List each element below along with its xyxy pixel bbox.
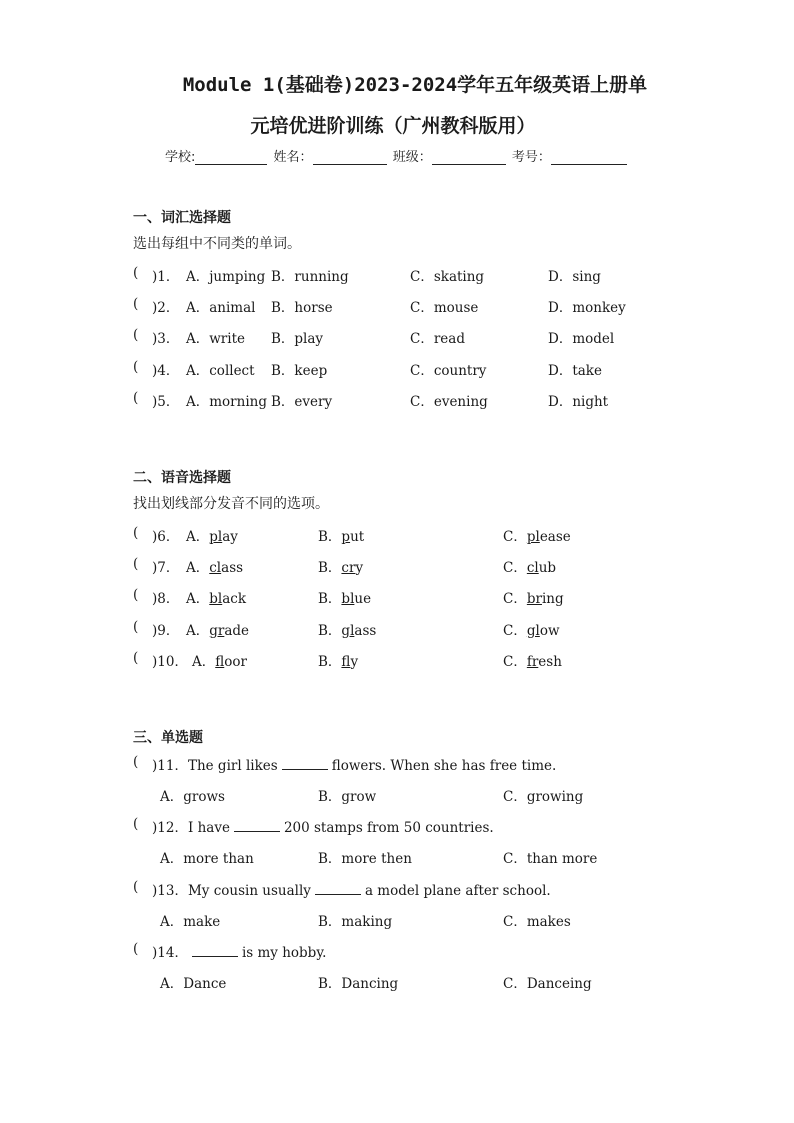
option-c: C．makes [503, 914, 571, 930]
option-c: C．fresh [503, 654, 562, 670]
option-d: D．take [548, 363, 602, 379]
options-row [0, 910, 794, 930]
option-c: C．country [410, 363, 487, 379]
section1-heading: 一、词汇选择题 [133, 210, 231, 226]
question-number: )6． [152, 529, 180, 545]
options-row [0, 785, 794, 805]
answer-paren[interactable]: ( [133, 816, 152, 832]
option-b: B．more then [318, 851, 412, 867]
option-a: A．write [186, 331, 245, 347]
option-b: B．cry [318, 560, 364, 576]
question-row [0, 941, 794, 961]
answer-paren[interactable]: ( [133, 587, 152, 603]
question-row [0, 754, 794, 774]
option-b: B．glass [318, 623, 377, 639]
option-b: B．making [318, 914, 393, 930]
option-a: A．class [186, 560, 244, 576]
question-number: )1． [152, 269, 180, 285]
fill-blank[interactable] [234, 819, 280, 832]
option-a: A．floor [192, 654, 247, 670]
section2-instruction: 找出划线部分发音不同的选项。 [133, 496, 329, 512]
option-b: B．play [271, 331, 324, 347]
option-a: A．jumping [186, 269, 266, 285]
question-row [0, 879, 794, 899]
fill-blank[interactable] [192, 944, 238, 957]
option-c: C．evening [410, 394, 488, 410]
question-row [0, 650, 794, 670]
question-number: )7． [152, 560, 180, 576]
option-b: B．blue [318, 591, 372, 607]
question-number: )2． [152, 300, 180, 316]
answer-paren[interactable]: ( [133, 265, 152, 281]
option-a: A．grade [186, 623, 250, 639]
answer-paren[interactable]: ( [133, 650, 152, 666]
option-b: B．every [271, 394, 333, 410]
question-row [0, 587, 794, 607]
answer-paren[interactable]: ( [133, 754, 152, 770]
question-row [0, 359, 794, 379]
option-c: C．bring [503, 591, 564, 607]
class-label: 班级： [392, 150, 432, 165]
question-row [0, 265, 794, 285]
section2-heading: 二、语音选择题 [133, 470, 231, 486]
options-row [0, 847, 794, 867]
class-field[interactable] [432, 150, 506, 165]
question-row [0, 556, 794, 576]
exam-no-label: 考号： [511, 150, 551, 165]
option-c: C．glow [503, 623, 560, 639]
option-a: A．Dance [160, 976, 227, 992]
question-stem: )14． is my hobby. [152, 945, 327, 961]
option-c: C．Danceing [503, 976, 592, 992]
question-stem: )11．The girl likes flowers. When she has free time. [152, 758, 557, 774]
question-row [0, 619, 794, 639]
option-c: C．skating [410, 269, 485, 285]
option-a: A．animal [186, 300, 256, 316]
page-title-line2: 元培优进阶训练（广州教科版用） [250, 115, 536, 137]
option-b: B．running [271, 269, 349, 285]
option-a: A．make [160, 914, 221, 930]
option-c: C．club [503, 560, 557, 576]
answer-paren[interactable]: ( [133, 525, 152, 541]
exam-no-field[interactable] [551, 150, 627, 165]
question-number: )10． [152, 654, 188, 670]
question-number: )9． [152, 623, 180, 639]
question-stem: )12．I have 200 stamps from 50 countries. [152, 820, 494, 836]
name-field[interactable] [313, 150, 387, 165]
option-b: B．horse [271, 300, 333, 316]
option-c: C．growing [503, 789, 584, 805]
answer-paren[interactable]: ( [133, 556, 152, 572]
option-d: D．model [548, 331, 615, 347]
question-stem: )13．My cousin usually a model plane after school. [152, 883, 551, 899]
option-b: B．fly [318, 654, 359, 670]
student-info-fields [165, 146, 629, 165]
option-b: B．put [318, 529, 365, 545]
option-b: B．grow [318, 789, 377, 805]
option-c: C．please [503, 529, 571, 545]
option-d: D．night [548, 394, 609, 410]
answer-paren[interactable]: ( [133, 619, 152, 635]
school-label: 学校: [165, 150, 196, 165]
question-row [0, 327, 794, 347]
school-field[interactable] [195, 150, 267, 165]
option-a: A．black [186, 591, 247, 607]
option-a: A．collect [186, 363, 255, 379]
option-d: D．sing [548, 269, 601, 285]
fill-blank[interactable] [315, 882, 361, 895]
answer-paren[interactable]: ( [133, 390, 152, 406]
option-d: D．monkey [548, 300, 626, 316]
question-number: )4． [152, 363, 180, 379]
answer-paren[interactable]: ( [133, 296, 152, 312]
answer-paren[interactable]: ( [133, 359, 152, 375]
option-a: A．more than [160, 851, 254, 867]
option-a: A．play [186, 529, 238, 545]
answer-paren[interactable]: ( [133, 941, 152, 957]
question-number: )8． [152, 591, 180, 607]
option-c: C．mouse [410, 300, 479, 316]
page-title-line1: Module 1(基础卷)2023-2024学年五年级英语上册单 [182, 74, 648, 96]
option-a: A．morning [186, 394, 267, 410]
section3-heading: 三、单选题 [133, 730, 203, 746]
question-row [0, 296, 794, 316]
question-row [0, 816, 794, 836]
question-number: )3． [152, 331, 180, 347]
section1-instruction: 选出每组中不同类的单词。 [133, 236, 301, 252]
fill-blank[interactable] [282, 757, 328, 770]
option-c: C．read [410, 331, 465, 347]
answer-paren[interactable]: ( [133, 879, 152, 895]
option-b: B．Dancing [318, 976, 399, 992]
question-row [0, 525, 794, 545]
option-a: A．grows [160, 789, 225, 805]
options-row [0, 972, 794, 992]
option-b: B．keep [271, 363, 328, 379]
question-row [0, 390, 794, 410]
answer-paren[interactable]: ( [133, 327, 152, 343]
question-number: )5． [152, 394, 180, 410]
name-label: 姓名： [273, 150, 313, 165]
option-c: C．than more [503, 851, 598, 867]
